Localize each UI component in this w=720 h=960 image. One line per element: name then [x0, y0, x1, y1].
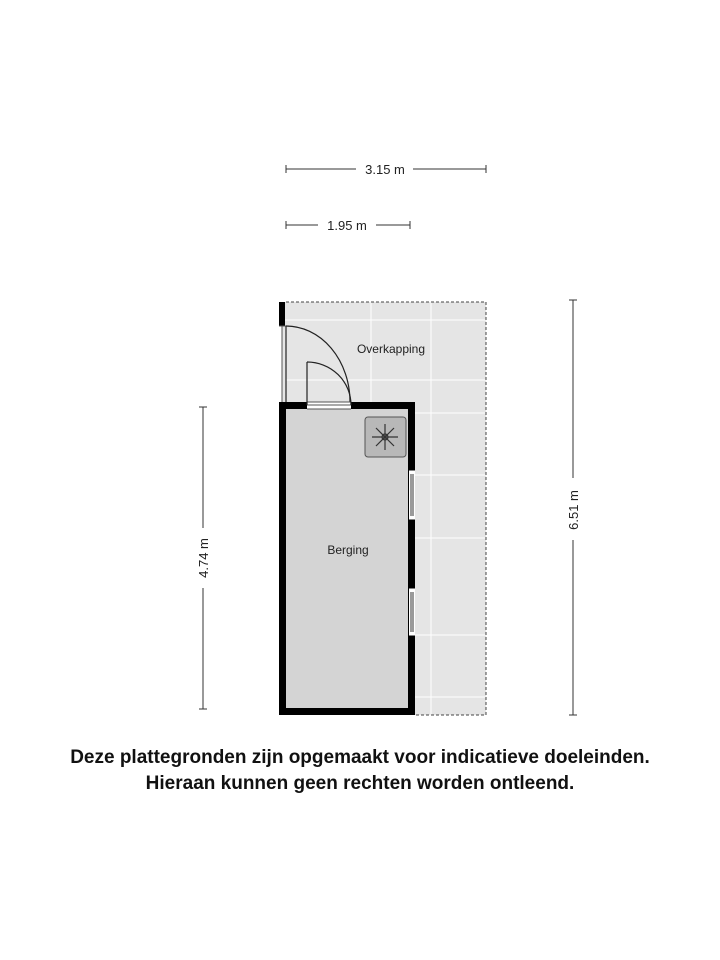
- canopy-label: Overkapping: [356, 342, 426, 356]
- dimension-total-width: [286, 162, 486, 177]
- dimension-inner-width-label: 1.95 m: [327, 218, 367, 233]
- storage-window-2: [409, 588, 415, 636]
- storage-label: Berging: [327, 543, 369, 557]
- disclaimer-line-1: Deze plattegronden zijn opgemaakt voor indicatieve doeleinden.: [70, 747, 650, 768]
- storage-window-1: [409, 470, 415, 520]
- dimension-storage-depth: [196, 407, 211, 709]
- canopy-wall-post: [279, 302, 285, 326]
- dimension-total-depth: [566, 300, 581, 715]
- ventilation-fan-icon: [365, 417, 406, 457]
- dimension-inner-width: [286, 218, 410, 233]
- dimension-total-width-label: 3.15 m: [365, 162, 405, 177]
- dimension-total-depth-label: 6.51 m: [566, 490, 581, 530]
- disclaimer-line-2: Hieraan kunnen geen rechten worden ontleend.: [145, 773, 575, 794]
- dimension-storage-depth-label: 4.74 m: [196, 538, 211, 578]
